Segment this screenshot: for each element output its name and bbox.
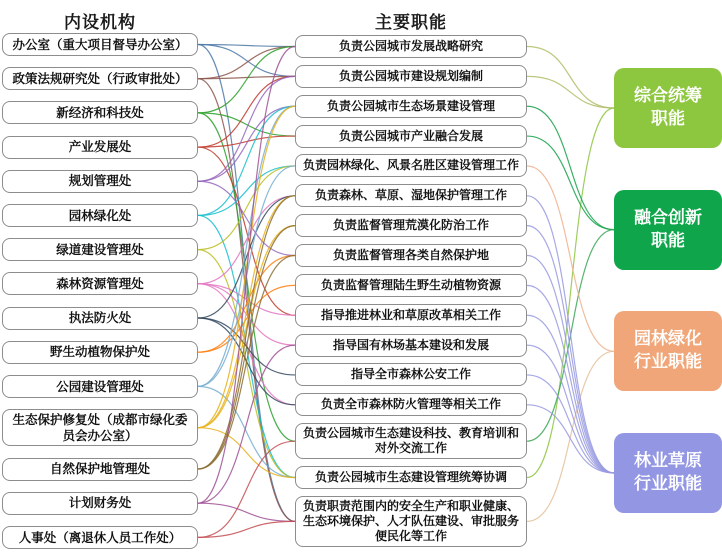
function-box-5 <box>295 154 527 177</box>
department-box-12 <box>2 409 198 446</box>
connection-curve <box>198 284 295 315</box>
node-label: 新经济和科技处 <box>56 105 144 121</box>
connection-curve <box>198 215 295 477</box>
category-label: 园林绿化行业职能 <box>634 329 702 373</box>
connection-curve <box>198 318 295 405</box>
node-label: 执法防火处 <box>68 310 132 326</box>
function-box-12 <box>295 363 527 386</box>
connection-curve <box>198 428 295 478</box>
connection-curve <box>198 284 295 405</box>
node-label: 政策法规研究处（行政审批处） <box>12 70 188 86</box>
connection-curve <box>198 106 295 386</box>
connection-curve <box>198 318 295 375</box>
node-label: 产业发展处 <box>68 139 132 155</box>
connection-curve <box>198 106 295 181</box>
node-label: 人事处（离退休人员工作处） <box>18 529 182 545</box>
connection-curve <box>198 441 295 537</box>
category-box-1 <box>614 68 722 148</box>
connection-curve <box>198 226 295 428</box>
department-box-9 <box>2 307 198 330</box>
connection-curve <box>198 106 295 215</box>
connection-curve <box>198 47 295 504</box>
department-box-10 <box>2 341 198 364</box>
node-label: 野生动植物保护处 <box>49 344 150 360</box>
functions-column <box>295 35 527 547</box>
connection-curve <box>198 76 295 181</box>
node-label: 负责公园城市建设规划编制 <box>338 68 483 83</box>
function-box-11 <box>295 334 527 357</box>
departments-column <box>2 33 198 549</box>
node-label: 指导全市森林公安工作 <box>350 367 471 382</box>
function-box-9 <box>295 274 527 297</box>
function-box-8 <box>295 244 527 267</box>
connection-curve <box>198 196 295 469</box>
category-box-4 <box>614 433 722 513</box>
category-label: 综合统筹职能 <box>634 86 702 129</box>
department-box-1 <box>2 33 198 56</box>
node-label: 园林绿化处 <box>68 207 132 223</box>
departments-column-title: 内设机构 <box>64 13 136 33</box>
connection-curve <box>198 106 295 427</box>
node-label: 负责公园城市产业融合发展 <box>338 128 483 143</box>
connection-curve <box>198 136 295 147</box>
connection-curve <box>527 226 614 473</box>
connection-curve <box>527 375 614 473</box>
function-box-2 <box>295 65 527 88</box>
connection-curve <box>527 106 614 229</box>
department-box-3 <box>2 101 198 124</box>
connection-curve <box>198 250 295 478</box>
connection-curve <box>198 47 295 113</box>
node-label: 负责监督管理荒漠化防治工作 <box>332 218 489 233</box>
connection-curve <box>198 45 295 47</box>
connection-curve <box>198 256 295 469</box>
node-label: 自然保护地管理处 <box>49 461 150 477</box>
department-box-5 <box>2 170 198 193</box>
node-label: 负责全市森林防火管理等相关工作 <box>320 397 501 412</box>
connection-curve <box>527 108 614 478</box>
node-label: 负责公园城市生态建设科技、教育培训和对外交流工作 <box>302 426 519 456</box>
connection-curve <box>198 181 295 255</box>
function-box-13 <box>295 393 527 416</box>
node-label: 负责园林绿化、风景名胜区建设管理工作 <box>302 158 519 173</box>
connection-curve <box>198 256 295 353</box>
connection-curve <box>527 166 614 351</box>
function-box-1 <box>295 35 527 58</box>
category-label: 融合创新职能 <box>634 207 702 251</box>
node-label: 负责公园城市生态场景建设管理 <box>326 98 495 113</box>
connection-curve <box>198 45 295 522</box>
connection-curve <box>527 351 614 521</box>
connection-curve <box>527 136 614 230</box>
node-label: 指导推进林业和草原改革相关工作 <box>320 307 501 322</box>
connection-curve <box>198 47 295 79</box>
connection-curve <box>527 405 614 473</box>
function-box-15 <box>295 466 527 489</box>
node-label: 公园建设管理处 <box>56 378 144 394</box>
department-box-7 <box>2 238 198 261</box>
function-box-10 <box>295 304 527 327</box>
node-label: 绿道建设管理处 <box>56 241 144 257</box>
connection-curve <box>198 196 295 284</box>
node-label: 指导国有林场基本建设和发展 <box>332 337 489 352</box>
node-label: 负责监督管理陆生野生动植物资源 <box>320 277 501 292</box>
function-box-6 <box>295 184 527 207</box>
connection-curve <box>527 345 614 473</box>
department-box-6 <box>2 204 198 227</box>
connection-curve <box>198 166 295 386</box>
connection-curve <box>198 113 295 441</box>
connection-curve <box>198 521 295 537</box>
function-box-14 <box>295 423 527 459</box>
node-label: 负责监督管理各类自然保护地 <box>332 248 489 263</box>
connection-curve <box>198 284 295 345</box>
connection-curve <box>198 113 295 136</box>
connection-curve <box>198 285 295 352</box>
connection-curve <box>198 196 295 428</box>
connection-curve <box>198 166 295 250</box>
department-box-14 <box>2 492 198 515</box>
category-box-3 <box>614 311 722 391</box>
department-box-8 <box>2 272 198 295</box>
categories-column <box>614 68 722 513</box>
connection-curve <box>198 345 295 503</box>
connection-curve <box>198 76 295 78</box>
connection-curve <box>198 166 295 216</box>
function-box-3 <box>295 95 527 118</box>
connection-curve <box>198 147 295 315</box>
connection-curve <box>198 503 295 521</box>
node-label: 规划管理处 <box>68 173 132 189</box>
node-label: 生态保护修复处（成都市绿化委员会办公室） <box>12 412 188 443</box>
node-label: 计划财务处 <box>68 495 132 511</box>
connection-curve <box>527 315 614 473</box>
node-label: 负责公园城市生态建设管理统筹协调 <box>314 470 507 485</box>
node-label: 负责森林、草原、湿地保护管理工作 <box>314 188 507 203</box>
category-box-2 <box>614 190 722 270</box>
connection-curve <box>527 47 614 109</box>
connection-curve <box>198 196 295 318</box>
department-box-11 <box>2 375 198 398</box>
node-label: 负责公园城市发展战略研究 <box>338 39 483 53</box>
department-box-15 <box>2 526 198 549</box>
node-label: 森林资源管理处 <box>56 276 144 291</box>
connection-curve <box>527 230 614 442</box>
connection-curve <box>198 226 295 469</box>
connection-curve <box>198 45 295 77</box>
function-box-16 <box>295 496 527 547</box>
function-box-4 <box>295 125 527 148</box>
department-box-13 <box>2 458 198 481</box>
functions-column-title: 主要职能 <box>375 13 447 33</box>
department-box-4 <box>2 136 198 159</box>
function-box-7 <box>295 214 527 237</box>
connection-curve <box>527 256 614 473</box>
connection-curve <box>527 76 614 108</box>
connection-curve <box>527 196 614 473</box>
category-label: 林业草原行业职能 <box>634 451 702 494</box>
connection-curve <box>198 386 295 477</box>
connection-curve <box>198 76 295 147</box>
department-box-2 <box>2 67 198 90</box>
node-label: 办公室（重大项目督导办公室） <box>12 36 188 52</box>
connection-curve <box>198 79 295 522</box>
node-label: 负责职责范围内的安全生产和职业健康、生态环境保护、人才队伍建设、审批服务便民化等工作 <box>302 498 519 543</box>
connection-curve <box>527 285 614 473</box>
